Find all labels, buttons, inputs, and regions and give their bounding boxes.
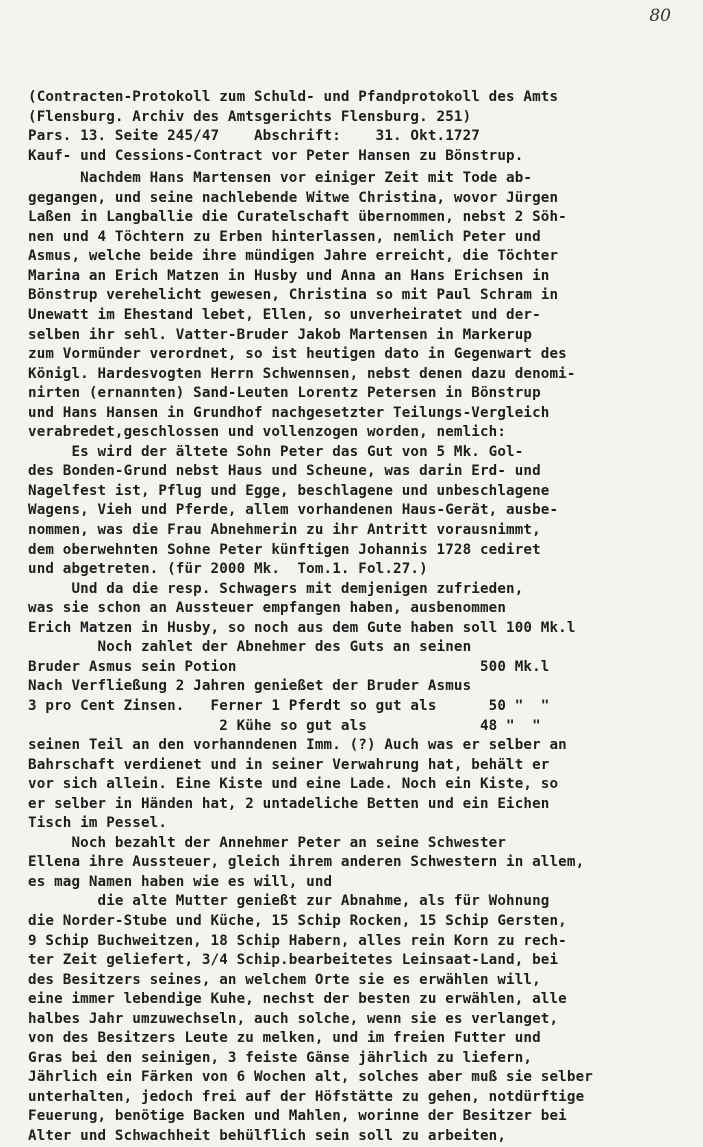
- text-line: des Bonden-Grund nebst Haus und Scheune, was darin Erd- und: [28, 463, 541, 480]
- text-line: seinen Teil an den vorhanndenen Imm. (?) Auch was er selber an: [28, 737, 567, 754]
- text-line: Pars. 13. Seite 245/47 Abschrift: 31. Okt.1727: [28, 128, 480, 145]
- text-line: selben ihr sehl. Vatter-Bruder Jakob Martensen in Markerup: [28, 326, 533, 343]
- text-line: Laßen in Langballie die Curatelschaft übernommen, nebst 2 Söh-: [28, 209, 567, 226]
- text-line: Bönstrup verehelicht gewesen, Christina so mit Paul Schram in: [28, 287, 559, 304]
- document-text: [28, 88, 688, 1147]
- text-line: nirten (ernannten) Sand-Leuten Lorentz Petersen in Bönstrup: [28, 385, 541, 402]
- text-line: Nachdem Hans Martensen vor einiger Zeit mit Tode ab-: [28, 170, 533, 187]
- text-line: Wagens, Vieh und Pferde, allem vorhandenen Haus-Gerät, ausbe-: [28, 502, 559, 519]
- text-line: halbes Jahr umzuwechseln, auch solche, wenn sie es verlanget,: [28, 1010, 559, 1027]
- text-line: 2 Kühe so gut als 48 " ": [28, 717, 541, 734]
- text-line: und abgetreten. (für 2000 Mk. Tom.1. Fol.27.): [28, 561, 428, 578]
- text-line: Und da die resp. Schwagers mit demjenigen zufrieden,: [28, 580, 524, 597]
- text-line: was sie schon an Aussteuer empfangen haben, ausbenommen: [28, 600, 507, 617]
- text-line: die alte Mutter genießt zur Abnahme, als für Wohnung: [28, 893, 550, 910]
- text-line: unterhalten, jedoch frei auf der Höfstätte zu gehen, notdürftige: [28, 1088, 585, 1105]
- page-number: 80: [649, 6, 671, 26]
- text-line: nommen, was die Frau Abnehmerin zu ihr Antritt vorausnimmt,: [28, 522, 541, 539]
- text-line: 9 Schip Buchweitzen, 18 Schip Habern, alles rein Korn zu rech-: [28, 932, 567, 949]
- text-line: ter Zeit geliefert, 3/4 Schip.bearbeitetes Leinsaat-Land, bei: [28, 952, 559, 969]
- text-line: Ellena ihre Aussteuer, gleich ihrem anderen Schwestern in allem,: [28, 854, 585, 871]
- text-line: Königl. Hardesvogten Herrn Schwennsen, nebst denen dazu denomi-: [28, 365, 576, 382]
- text-line: Es wird der ältete Sohn Peter das Gut von 5 Mk. Gol-: [28, 443, 524, 460]
- text-line: er selber in Händen hat, 2 untadeliche Betten und ein Eichen: [28, 795, 550, 812]
- text-line: es mag Namen haben wie es will, und: [28, 873, 333, 890]
- text-line: (Contracten-Protokoll zum Schuld- und Pfandprotokoll des Amts: [28, 89, 559, 105]
- text-line: von des Besitzers Leute zu melken, und im freien Futter und: [28, 1030, 541, 1047]
- text-line: Tisch im Pessel.: [28, 815, 168, 832]
- text-line: Marina an Erich Matzen in Husby und Anna an Hans Erichsen in: [28, 267, 550, 284]
- text-line: und Hans Hansen in Grundhof nachgesetzter Teilungs-Vergleich: [28, 404, 550, 421]
- text-line: Asmus, welche beide ihre mündigen Jahre erreicht, die Töchter: [28, 248, 559, 265]
- text-line: Erich Matzen in Husby, so noch aus dem Gute haben soll 100 Mk.l: [28, 619, 576, 636]
- text-line: 3 pro Cent Zinsen. Ferner 1 Pferdt so gut als 50 " ": [28, 697, 550, 714]
- text-line: die Norder-Stube und Küche, 15 Schip Rocken, 15 Schip Gersten,: [28, 912, 567, 929]
- text-line: Jährlich ein Färken von 6 Wochen alt, solches aber muß sie selber: [28, 1069, 593, 1086]
- text-line: Bruder Asmus sein Potion 500 Mk.l: [28, 658, 550, 675]
- text-line: (Flensburg. Archiv des Amtsgerichts Flensburg. 251): [28, 108, 472, 125]
- text-line: gegangen, und seine nachlebende Witwe Christina, wovor Jürgen: [28, 189, 559, 206]
- text-line: Nach Verfließung 2 Jahren genießet der Bruder Asmus: [28, 678, 472, 695]
- text-line: dem oberwehnten Sohne Peter künftigen Johannis 1728 cediret: [28, 541, 541, 558]
- text-line: nen und 4 Töchtern zu Erben hinterlassen, nemlich Peter und: [28, 228, 541, 245]
- text-line: vor sich allein. Eine Kiste und eine Lade. Noch ein Kiste, so: [28, 776, 559, 793]
- text-line: Noch bezahlt der Annehmer Peter an seine Schwester: [28, 834, 507, 851]
- text-line: Feuerung, benötige Backen und Mahlen, worinne der Besitzer bei: [28, 1108, 567, 1125]
- text-line: Alter und Schwachheit behülflich sein soll zu arbeiten,: [28, 1127, 507, 1144]
- text-line: Gras bei den seinigen, 3 feiste Gänse jährlich zu liefern,: [28, 1049, 533, 1066]
- text-line: verabredet,geschlossen und vollenzogen worden, nemlich:: [28, 424, 507, 441]
- text-line: Unewatt im Ehestand lebet, Ellen, so unverheiratet und der-: [28, 307, 541, 324]
- text-line: Bahrschaft verdienet und in seiner Verwahrung hat, behält er: [28, 756, 550, 773]
- text-line: des Besitzers seines, an welchem Orte sie es erwählen will,: [28, 971, 541, 988]
- text-line: Noch zahlet der Abnehmer des Guts an seinen: [28, 639, 472, 656]
- text-line: Nagelfest ist, Pflug und Egge, beschlagene und unbeschlagene: [28, 482, 550, 499]
- text-line: Kauf- und Cessions-Contract vor Peter Hansen zu Bönstrup.: [28, 147, 524, 164]
- text-line: zum Vormünder verordnet, so ist heutigen dato in Gegenwart des: [28, 346, 567, 363]
- text-line: eine immer lebendige Kuhe, nechst der besten zu erwählen, alle: [28, 991, 567, 1008]
